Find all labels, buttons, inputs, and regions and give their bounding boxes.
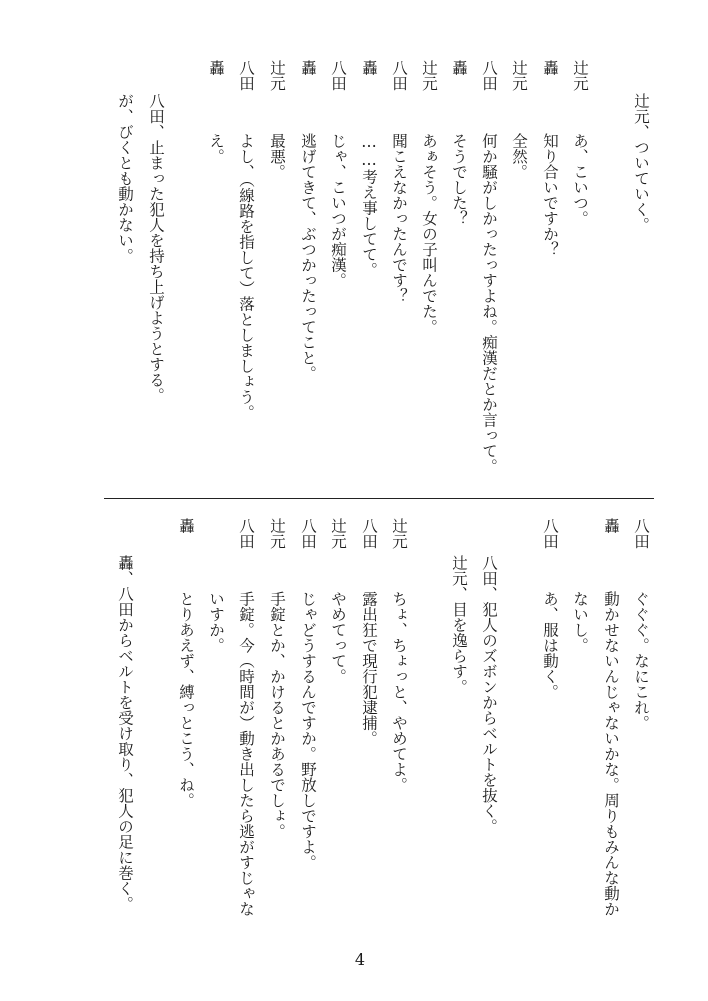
speaker-name: 辻元 — [390, 518, 408, 549]
dialogue-line: じゃ、こいつが痴漢。 — [329, 133, 347, 288]
dialogue-line: 手錠。今（時間が）動き出したら逃がすじゃな — [237, 591, 255, 917]
speaker-name: 八田 — [480, 60, 498, 91]
speaker-name: 轟 — [207, 60, 225, 76]
dialogue-continuation: いすか。 — [207, 591, 225, 653]
page-number: 4 — [354, 950, 366, 969]
dialogue-line: 最悪。 — [268, 133, 286, 180]
dialogue-line: 聞こえなかったんです？ — [390, 133, 408, 304]
stage-direction-continuation: が、びくとも動かない。 — [116, 93, 134, 264]
speaker-name: 八田 — [541, 518, 559, 549]
dialogue-continuation: ないし。 — [571, 591, 589, 653]
dialogue-continuation: え。 — [207, 133, 225, 164]
speaker-name: 八田 — [237, 60, 255, 91]
dialogue-line: やめてって。 — [329, 591, 347, 684]
dialogue-line: じゃどうするんですか。野放しですよ。 — [299, 591, 317, 870]
speaker-name: 辻元 — [268, 518, 286, 549]
stage-direction: 八田、犯人のズボンからベルトを抜く。 — [480, 555, 498, 834]
dialogue-line: 動かせないんじゃないかな。周りもみんな動か — [602, 591, 620, 917]
speaker-name: 辻元 — [510, 60, 528, 91]
speaker-name: 辻元 — [329, 518, 347, 549]
dialogue-line: あぁそう。女の子叫んでた。 — [420, 133, 438, 335]
dialogue-line: あ、服は動く。 — [541, 591, 559, 700]
speaker-name: 轟 — [360, 60, 378, 76]
speaker-name: 辻元 — [420, 60, 438, 91]
speaker-name: 八田 — [390, 60, 408, 91]
dialogue-line: そうでした？ — [450, 133, 468, 226]
section-divider — [104, 498, 654, 499]
speaker-name: 轟 — [602, 518, 620, 534]
speaker-name: 辻元 — [571, 60, 589, 91]
dialogue-line: とりあえず、縛っとこう、ね。 — [177, 591, 195, 808]
speaker-name: 轟 — [541, 60, 559, 76]
speaker-name: 轟 — [450, 60, 468, 76]
dialogue-line: ちょ、ちょっと、やめてよ。 — [390, 591, 408, 793]
speaker-name: 八田 — [329, 60, 347, 91]
dialogue-line: ……考え事してて。 — [360, 133, 378, 278]
speaker-name: 八田 — [360, 518, 378, 549]
speaker-name: 轟 — [177, 518, 195, 534]
stage-direction: 八田、止まった犯人を持ち上げようとする。 — [147, 93, 165, 403]
speaker-name: 轟 — [299, 60, 317, 76]
stage-direction: 辻元、ついていく。 — [632, 93, 650, 233]
dialogue-line: 逃げてきて、ぶつかったってこと。 — [299, 133, 317, 381]
dialogue-line: 全然。 — [510, 133, 528, 180]
speaker-name: 辻元 — [268, 60, 286, 91]
dialogue-line: ぐぐぐ。なにこれ。 — [632, 591, 650, 731]
speaker-name: 八田 — [299, 518, 317, 549]
dialogue-line: あ、こいつ。 — [571, 133, 589, 226]
dialogue-line: 手錠とか、かけるとかあるでしょ。 — [268, 591, 286, 839]
dialogue-line: よし、（線路を指して）落としましょう。 — [237, 133, 255, 420]
speaker-name: 八田 — [237, 518, 255, 549]
speaker-name: 八田 — [632, 518, 650, 549]
stage-direction: 辻元、目を逸らす。 — [450, 555, 468, 695]
dialogue-line: 知り合いですか？ — [541, 133, 559, 257]
stage-direction: 轟、八田からベルトを受け取り、犯人の足に巻く。 — [116, 555, 134, 912]
dialogue-line: 何か騒がしかったっすよね。痴漢だとか言って。 — [480, 133, 498, 474]
dialogue-line: 露出狂で現行犯逮捕。 — [360, 591, 378, 746]
